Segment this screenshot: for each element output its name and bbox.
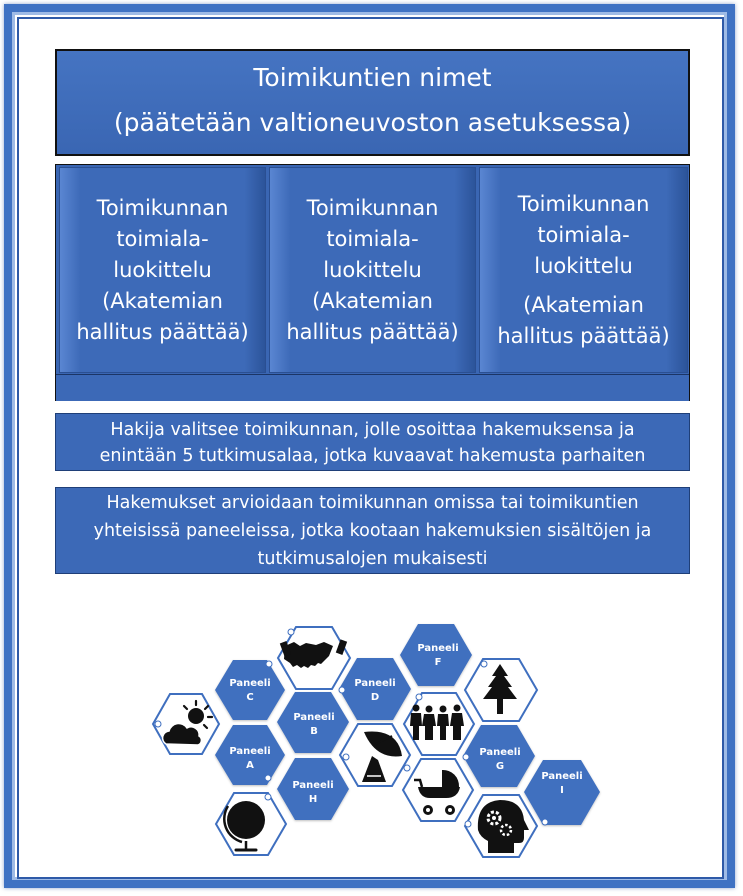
column-3-line-1: Toimikunnan bbox=[517, 191, 650, 216]
hex-panel-c bbox=[215, 660, 285, 720]
family-icon bbox=[404, 693, 474, 755]
column-3-line-3: luokittelu bbox=[534, 253, 633, 278]
panel-b-letter: B bbox=[310, 726, 318, 737]
column-2-line-3: luokittelu bbox=[323, 257, 422, 282]
panel-c-word: Paneeli bbox=[229, 678, 271, 689]
hex-panel-f bbox=[400, 624, 472, 686]
panel-i-word: Paneeli bbox=[541, 771, 583, 782]
panel-a-letter: A bbox=[246, 760, 254, 771]
column-3-line-5: hallitus päättää) bbox=[497, 323, 670, 348]
stroller-icon bbox=[403, 759, 473, 821]
tree-icon bbox=[465, 659, 537, 721]
panel-h-word: Paneeli bbox=[292, 780, 334, 791]
column-2-line-4: (Akatemian bbox=[312, 288, 433, 313]
handshake-icon bbox=[278, 627, 350, 689]
panel-c-letter: C bbox=[246, 692, 254, 703]
applicant-info-line-1: Hakija valitsee toimikunnan, jolle osoittaa hakemuksensa ja bbox=[110, 420, 635, 440]
column-2-line-1: Toimikunnan bbox=[306, 195, 439, 220]
column-3-line-2: toimiala- bbox=[537, 222, 630, 247]
column-2-line-5: hallitus päättää) bbox=[286, 319, 459, 344]
panel-h-letter: H bbox=[308, 794, 318, 805]
panel-b-word: Paneeli bbox=[293, 712, 335, 723]
evaluation-info-line-1: Hakemukset arvioidaan toimikunnan omissa tai toimikuntien bbox=[106, 493, 639, 513]
hex-panel-d bbox=[339, 658, 411, 720]
hex-panel-g bbox=[463, 725, 535, 787]
panel-g-letter: G bbox=[495, 761, 505, 772]
column-1-line-1: Toimikunnan bbox=[96, 195, 229, 220]
column-1-line-2: toimiala- bbox=[116, 226, 209, 251]
panel-g-word: Paneeli bbox=[479, 747, 521, 758]
evaluation-info-line-3: tutkimusalojen mukaisesti bbox=[257, 549, 488, 569]
hex-panel-i bbox=[524, 760, 600, 825]
weather-icon bbox=[153, 694, 219, 754]
hex-panel-h bbox=[277, 758, 349, 820]
column-1-line-5: hallitus päättää) bbox=[76, 319, 249, 344]
head-gears-icon bbox=[465, 795, 537, 857]
applicant-info-line-2: enintään 5 tutkimusalaa, jotka kuvaavat hakemusta parhaiten bbox=[99, 446, 646, 466]
column-3-line-4: (Akatemian bbox=[523, 292, 644, 317]
evaluation-info-line-2: yhteisissä paneeleissa, jotka kootaan hakemuksien sisältöjen ja bbox=[93, 521, 652, 541]
globe-icon bbox=[216, 793, 286, 855]
title-line-2: (päätetään valtioneuvoston asetuksessa) bbox=[113, 108, 632, 137]
column-2-line-2: toimiala- bbox=[326, 226, 419, 251]
column-1-line-3: luokittelu bbox=[113, 257, 212, 282]
column-1-line-4: (Akatemian bbox=[102, 288, 223, 313]
panel-f-word: Paneeli bbox=[417, 643, 459, 654]
hex-panel-b bbox=[277, 692, 349, 753]
panel-f-letter: F bbox=[434, 657, 442, 668]
panel-a-word: Paneeli bbox=[229, 746, 271, 757]
satellite-dish-icon bbox=[340, 724, 410, 786]
hex-panel-a bbox=[215, 725, 285, 785]
title-line-1: Toimikuntien nimet bbox=[253, 63, 492, 92]
panel-d-word: Paneeli bbox=[354, 678, 396, 689]
panel-i-letter: I bbox=[560, 785, 564, 796]
panel-d-letter: D bbox=[370, 692, 380, 703]
